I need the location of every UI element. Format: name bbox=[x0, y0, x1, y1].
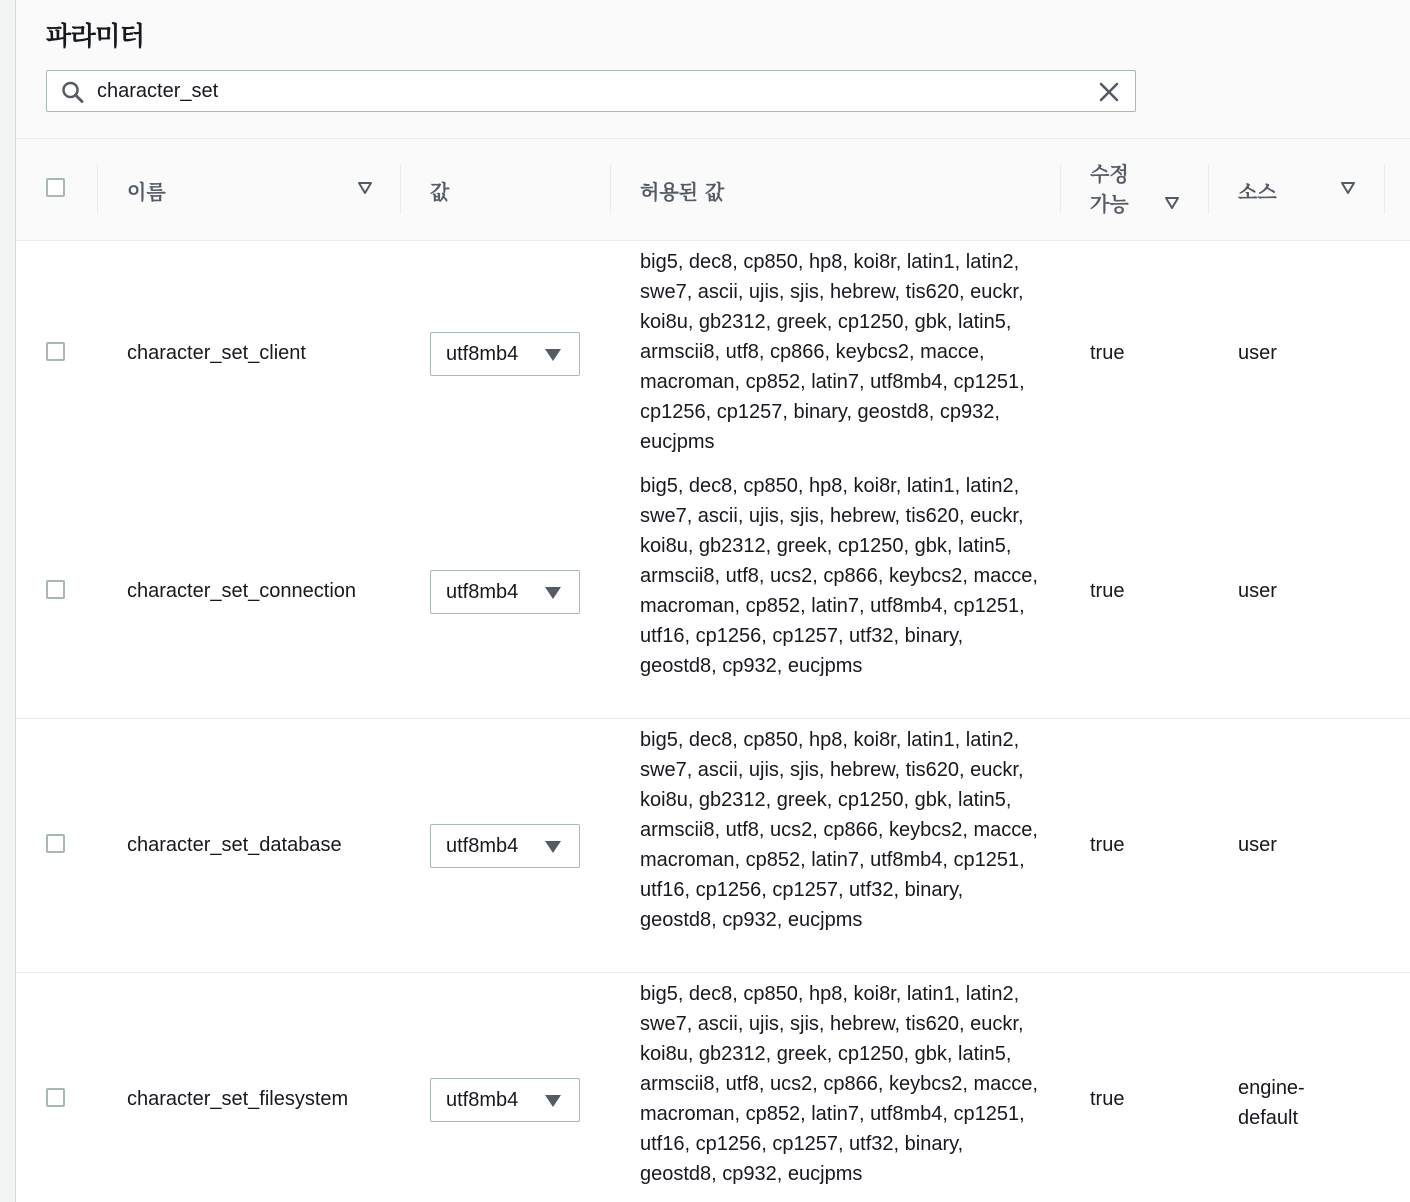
value-select[interactable] bbox=[430, 332, 580, 376]
caret-down-icon bbox=[545, 841, 561, 853]
value-select-label: utf8mb4 bbox=[446, 835, 519, 857]
value-select-label: utf8mb4 bbox=[446, 581, 519, 603]
table-row bbox=[16, 241, 1410, 466]
modifiable-value: true bbox=[1090, 1088, 1125, 1110]
allowed-values: big5, dec8, cp850, hp8, koi8r, latin1, latin2, swe7, ascii, ujis, sjis, hebrew, tis620, euckr, koi8u, gb2312, greek, cp1250, gbk, latin5, armscii8, utf8, ucs2, cp866, keybcs2, macce, macroman, cp852, latin7, utf8mb4, cp1251, utf16, cp1256, cp1257, utf32, binary, geostd8, cp932, eucjpms bbox=[640, 475, 1038, 677]
column-header-label: 수정 가능 bbox=[1090, 162, 1129, 216]
row-checkbox[interactable] bbox=[46, 342, 65, 361]
value-select[interactable] bbox=[430, 824, 580, 868]
row-checkbox[interactable] bbox=[46, 1088, 65, 1107]
search-box[interactable] bbox=[46, 70, 1136, 112]
parameters-panel bbox=[16, 0, 1410, 1202]
column-header-name[interactable] bbox=[127, 139, 397, 240]
caret-down-icon bbox=[545, 349, 561, 361]
column-header-source[interactable] bbox=[1238, 139, 1388, 240]
column-header-label: 이름 bbox=[127, 180, 166, 204]
column-header-allowed-values bbox=[640, 139, 1060, 240]
sort-down-icon[interactable] bbox=[1340, 181, 1356, 195]
allowed-values: big5, dec8, cp850, hp8, koi8r, latin1, latin2, swe7, ascii, ujis, sjis, hebrew, tis620, euckr, koi8u, gb2312, greek, cp1250, gbk, latin5, armscii8, utf8, ucs2, cp866, keybcs2, macce, macroman, cp852, latin7, utf8mb4, cp1251, utf16, cp1256, cp1257, utf32, binary, geostd8, cp932, eucjpms bbox=[640, 729, 1038, 931]
source-value: user bbox=[1238, 580, 1277, 602]
modifiable-value: true bbox=[1090, 834, 1125, 856]
value-select-label: utf8mb4 bbox=[446, 343, 519, 365]
source-value: engine-default bbox=[1238, 1077, 1305, 1129]
table-row bbox=[16, 465, 1410, 719]
parameter-name: character_set_connection bbox=[127, 580, 357, 602]
column-divider bbox=[1208, 164, 1209, 214]
allowed-values: big5, dec8, cp850, hp8, koi8r, latin1, latin2, swe7, ascii, ujis, sjis, hebrew, tis620, euckr, koi8u, gb2312, greek, cp1250, gbk, latin5, armscii8, utf8, ucs2, cp866, keybcs2, macce, macroman, cp852, latin7, utf8mb4, cp1251, utf16, cp1256, cp1257, utf32, binary, geostd8, cp932, eucjpms bbox=[640, 983, 1038, 1185]
caret-down-icon bbox=[545, 1095, 561, 1107]
column-header-label: 값 bbox=[430, 180, 450, 204]
column-header-label: 허용된 값 bbox=[640, 180, 725, 204]
column-header-modifiable[interactable] bbox=[1090, 139, 1210, 240]
column-divider bbox=[1060, 164, 1061, 214]
panel-header bbox=[16, 0, 1410, 139]
table-row bbox=[16, 973, 1410, 1202]
search-input[interactable] bbox=[97, 71, 1077, 111]
value-select-label: utf8mb4 bbox=[446, 1089, 519, 1111]
left-rail bbox=[0, 0, 16, 1202]
column-divider bbox=[97, 164, 98, 214]
table-row bbox=[16, 719, 1410, 973]
value-select[interactable] bbox=[430, 570, 580, 614]
modifiable-value: true bbox=[1090, 580, 1125, 602]
table-header bbox=[16, 139, 1410, 241]
parameter-name: character_set_database bbox=[127, 834, 342, 856]
column-divider bbox=[610, 164, 611, 214]
allowed-values: big5, dec8, cp850, hp8, koi8r, latin1, latin2, swe7, ascii, ujis, sjis, hebrew, tis620, euckr, koi8u, gb2312, greek, cp1250, gbk, latin5, armscii8, utf8, cp866, keybcs2, macce, macroman, cp852, latin7, utf8mb4, cp1251, cp1256, cp1257, binary, geostd8, cp932, eucjpms bbox=[640, 251, 1025, 453]
select-all-checkbox[interactable] bbox=[46, 178, 65, 197]
column-header-value bbox=[430, 139, 610, 240]
sort-down-icon[interactable] bbox=[357, 181, 373, 195]
sort-down-icon[interactable] bbox=[1164, 196, 1180, 210]
source-value: user bbox=[1238, 342, 1277, 364]
search-icon bbox=[61, 81, 85, 103]
close-icon[interactable] bbox=[1097, 80, 1121, 104]
column-header-label: 소스 bbox=[1238, 180, 1277, 204]
value-select[interactable] bbox=[430, 1078, 580, 1122]
parameter-name: character_set_filesystem bbox=[127, 1088, 349, 1110]
parameter-name: character_set_client bbox=[127, 342, 306, 364]
page-title: 파라미터 bbox=[46, 22, 145, 52]
column-divider bbox=[400, 164, 401, 214]
source-value: user bbox=[1238, 834, 1277, 856]
modifiable-value: true bbox=[1090, 342, 1125, 364]
caret-down-icon bbox=[545, 587, 561, 599]
row-checkbox[interactable] bbox=[46, 580, 65, 599]
column-divider bbox=[1384, 164, 1385, 214]
row-checkbox[interactable] bbox=[46, 834, 65, 853]
